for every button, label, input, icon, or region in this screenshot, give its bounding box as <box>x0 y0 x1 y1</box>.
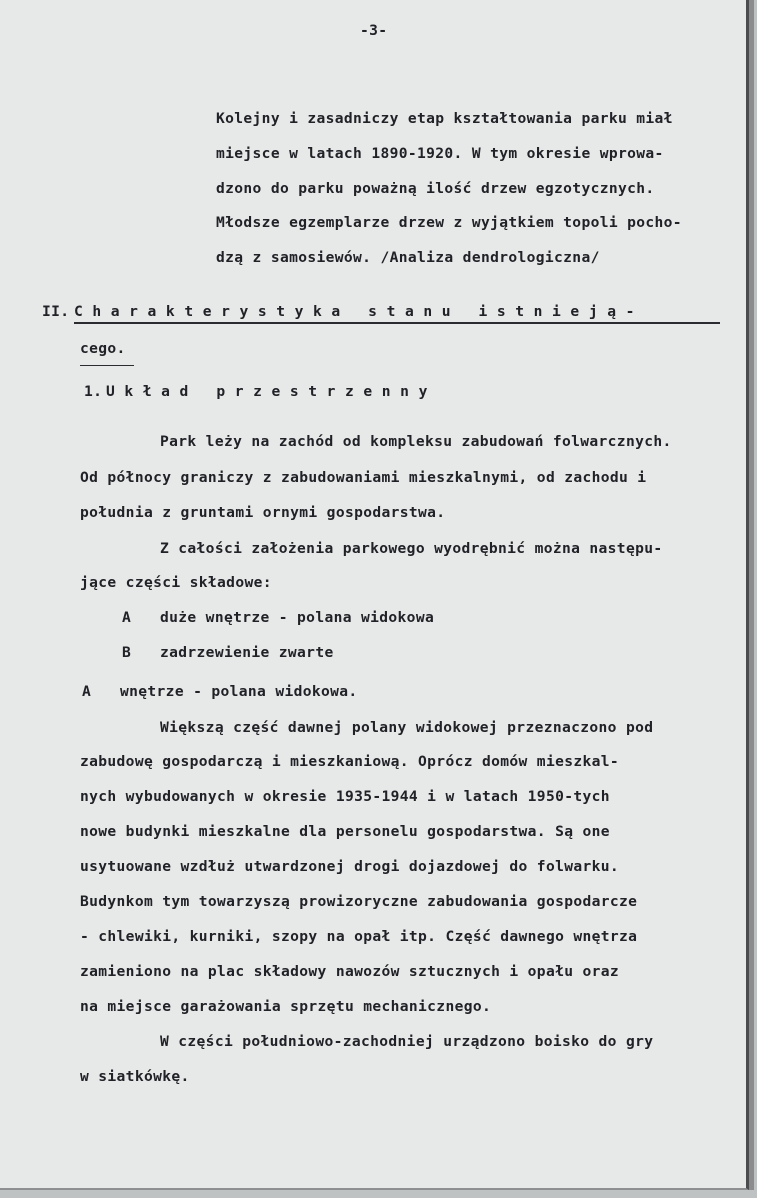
intro-line: Kolejny i zasadniczy etap kształtowania parku miał <box>216 110 673 127</box>
intro-line: Młodsze egzemplarze drzew z wyjątkiem topoli pocho- <box>216 214 682 231</box>
body-line: Od północy graniczy z zabudowaniami mieszkalnymi, od zachodu i <box>80 469 647 486</box>
body-line: południa z gruntami ornymi gospodarstwa. <box>80 504 446 521</box>
body-line: jące części składowe: <box>80 574 272 591</box>
intro-line: dzą z samosiewów. /Analiza dendrologiczna/ <box>216 249 600 266</box>
body-line: nych wybudowanych w okresie 1935-1944 i w latach 1950-tych <box>80 788 610 805</box>
body-line: nowe budynki mieszkalne dla personelu gospodarstwa. Są one <box>80 823 610 840</box>
section-title-continued: cego. <box>80 340 126 357</box>
body-line: Większą część dawnej polany widokowej przeznaczono pod <box>160 719 654 736</box>
body-line: zabudowę gospodarczą i mieszkaniową. Oprócz domów mieszkal- <box>80 753 620 770</box>
body-line: w siatkówkę. <box>80 1068 190 1085</box>
page-number: -3- <box>360 22 388 39</box>
body-line: Budynkom tym towarzyszą prowizoryczne zabudowania gospodarcze <box>80 893 638 910</box>
subsection-number: 1. <box>84 383 103 400</box>
body-line: Park leży na zachód od kompleksu zabudowań folwarcznych. <box>160 433 672 450</box>
list-item-text: duże wnętrze - polana widokowa <box>160 609 435 626</box>
part-heading-text: wnętrze - polana widokowa. <box>120 683 358 700</box>
part-heading-letter: A <box>82 683 92 700</box>
body-line: Z całości założenia parkowego wyodrębnić można następu- <box>160 540 663 557</box>
list-letter: A <box>122 609 132 626</box>
body-line: usytuowane wzdłuż utwardzonej drogi dojazdowej do folwarku. <box>80 858 620 875</box>
intro-line: miejsce w latach 1890-1920. W tym okresie wprowa- <box>216 145 664 162</box>
section-title: Charakterystyka stanu istnieją- <box>74 303 644 320</box>
body-line: - chlewiki, kurniki, szopy na opał itp. Część dawnego wnętrza <box>80 928 638 945</box>
intro-line: dzono do parku poważną ilość drzew egzotycznych. <box>216 180 655 197</box>
list-letter: B <box>122 644 132 661</box>
section-title-underline-short <box>80 365 134 366</box>
section-number: II. <box>42 303 70 320</box>
body-line: zamieniono na plac składowy nawozów sztucznych i opału oraz <box>80 963 620 980</box>
list-item-text: zadrzewienie zwarte <box>160 644 334 661</box>
body-line: na miejsce garażowania sprzętu mechanicznego. <box>80 998 492 1015</box>
section-title-underline <box>74 322 720 324</box>
subsection-title: Układ przestrzenny <box>106 383 437 400</box>
body-line: W części południowo-zachodniej urządzono boisko do gry <box>160 1033 654 1050</box>
